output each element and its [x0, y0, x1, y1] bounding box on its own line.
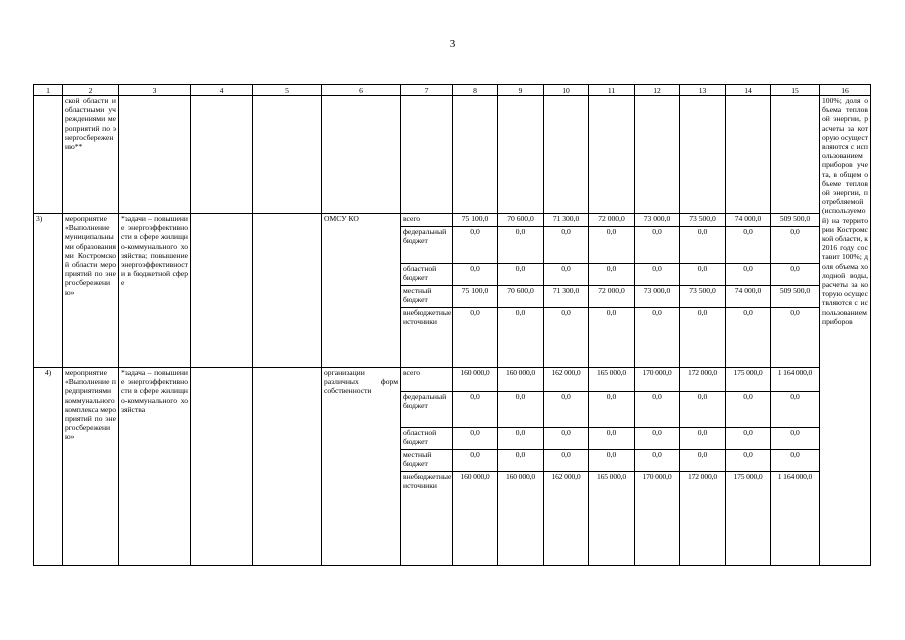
value-cell: 0,0: [680, 428, 726, 450]
value-cell: 0,0: [453, 308, 498, 368]
value-cell: 165 000,0: [589, 368, 635, 392]
column-number-row: [34, 85, 871, 96]
value-cell: 75 100,0: [453, 214, 498, 227]
measure-tasks: *задача – повышение энергоэффективности в сфере жилищно-коммунального хозяйства: [119, 368, 191, 566]
value-cell: 0,0: [498, 450, 544, 472]
funding-source: внебюджетные источники: [401, 472, 453, 566]
value-cell: 0,0: [498, 227, 544, 264]
value-cell: 0,0: [589, 264, 635, 286]
value-cell: 0,0: [589, 450, 635, 472]
col-header: 10: [544, 85, 589, 96]
value-cell: 0,0: [544, 392, 589, 428]
value-cell: 1 164 000,0: [771, 472, 820, 566]
value-cell: 0,0: [544, 428, 589, 450]
funding-source: федеральный бюджет: [401, 392, 453, 428]
value-cell: 0,0: [726, 264, 771, 286]
value-cell: 0,0: [726, 308, 771, 368]
value-cell: 73 000,0: [635, 286, 680, 308]
value-cell: 0,0: [635, 308, 680, 368]
measure-number: 4): [34, 368, 63, 566]
value-cell: 73 000,0: [635, 214, 680, 227]
value-cell: 0,0: [453, 227, 498, 264]
value-cell: 72 000,0: [589, 214, 635, 227]
table-row: [34, 96, 871, 214]
col-header: 7: [401, 85, 453, 96]
measure-tasks: *задачи – повышение энергоэффективности в сфере жилищно-коммунального хозяйства; повышение энергоэффективности в бюджетной сфере: [119, 214, 191, 368]
table-row: [34, 214, 871, 227]
col-header: 4: [191, 85, 253, 96]
table-row: [34, 368, 871, 392]
value-cell: 0,0: [635, 428, 680, 450]
value-cell: 0,0: [726, 227, 771, 264]
col-header: 9: [498, 85, 544, 96]
page-number: 3: [449, 38, 456, 50]
program-table: [33, 84, 871, 566]
value-cell: 0,0: [680, 308, 726, 368]
col-header: 11: [589, 85, 635, 96]
value-cell: 0,0: [635, 450, 680, 472]
value-cell: 0,0: [453, 264, 498, 286]
value-cell: 0,0: [635, 264, 680, 286]
value-cell: 0,0: [771, 392, 820, 428]
measure-name: мероприятие «Выполнение предприятиями коммунального комплекса мероприятий по энергосбережению»: [63, 368, 119, 566]
value-cell: 160 000,0: [498, 368, 544, 392]
value-cell: 0,0: [453, 392, 498, 428]
value-cell: 0,0: [771, 264, 820, 286]
value-cell: 172 000,0: [680, 472, 726, 566]
funding-source: областной бюджет: [401, 264, 453, 286]
value-cell: 0,0: [498, 308, 544, 368]
value-cell: 75 100,0: [453, 286, 498, 308]
col-header: 3: [119, 85, 191, 96]
col-header: 13: [680, 85, 726, 96]
value-cell: 0,0: [498, 428, 544, 450]
value-cell: 0,0: [635, 392, 680, 428]
value-cell: 0,0: [589, 392, 635, 428]
funding-source: федеральный бюджет: [401, 227, 453, 264]
value-cell: 0,0: [589, 428, 635, 450]
target-indicators: 100%; доля объема тепловой энергии, расчеты за которую осуществляются с использованием приборов учета, в общем объеме тепловой энергии, потребляемой (используемой) на территории Костромской области, к 2016 году составит 100%; доля объема холодной воды, расчеты за которую осуществляются с использованием приборов: [820, 96, 871, 566]
value-cell: 175 000,0: [726, 368, 771, 392]
value-cell: 70 600,0: [498, 214, 544, 227]
value-cell: 0,0: [635, 227, 680, 264]
measure-name: ской области и областными учреждениями мероприятий по энергосбережению**: [63, 96, 119, 214]
value-cell: 170 000,0: [635, 472, 680, 566]
value-cell: 160 000,0: [453, 472, 498, 566]
col-header: 6: [322, 85, 401, 96]
funding-source: местный бюджет: [401, 450, 453, 472]
value-cell: 0,0: [498, 392, 544, 428]
value-cell: 170 000,0: [635, 368, 680, 392]
value-cell: 0,0: [771, 308, 820, 368]
value-cell: 0,0: [726, 450, 771, 472]
value-cell: 0,0: [680, 392, 726, 428]
value-cell: 0,0: [771, 428, 820, 450]
value-cell: 0,0: [589, 308, 635, 368]
col-header: 5: [253, 85, 322, 96]
value-cell: 74 000,0: [726, 286, 771, 308]
value-cell: 0,0: [771, 450, 820, 472]
value-cell: 160 000,0: [498, 472, 544, 566]
value-cell: 73 500,0: [680, 214, 726, 227]
value-cell: 172 000,0: [680, 368, 726, 392]
value-cell: 72 000,0: [589, 286, 635, 308]
value-cell: 71 300,0: [544, 214, 589, 227]
value-cell: 74 000,0: [726, 214, 771, 227]
col-header: 15: [771, 85, 820, 96]
value-cell: 160 000,0: [453, 368, 498, 392]
col-header: 12: [635, 85, 680, 96]
value-cell: 70 600,0: [498, 286, 544, 308]
value-cell: 73 500,0: [680, 286, 726, 308]
col-header: 2: [63, 85, 119, 96]
funding-source: внебюджетные источники: [401, 308, 453, 368]
value-cell: 0,0: [726, 392, 771, 428]
value-cell: 0,0: [680, 264, 726, 286]
col-header: 8: [453, 85, 498, 96]
value-cell: 0,0: [771, 227, 820, 264]
value-cell: 0,0: [680, 450, 726, 472]
value-cell: 175 000,0: [726, 472, 771, 566]
value-cell: 165 000,0: [589, 472, 635, 566]
funding-source: местный бюджет: [401, 286, 453, 308]
funding-source: всего: [401, 214, 453, 227]
measure-number: 3): [34, 214, 63, 368]
value-cell: 0,0: [544, 227, 589, 264]
col-header: 1: [34, 85, 63, 96]
value-cell: 0,0: [544, 264, 589, 286]
value-cell: 71 300,0: [544, 286, 589, 308]
value-cell: 0,0: [453, 450, 498, 472]
value-cell: 0,0: [498, 264, 544, 286]
value-cell: 162 000,0: [544, 368, 589, 392]
executor: ОМСУ КО: [322, 214, 401, 368]
funding-source: областной бюджет: [401, 428, 453, 450]
value-cell: 0,0: [726, 428, 771, 450]
col-header: 14: [726, 85, 771, 96]
value-cell: 509 500,0: [771, 286, 820, 308]
executor: организации различных форм собственности: [322, 368, 401, 566]
col-header: 16: [820, 85, 871, 96]
value-cell: 0,0: [544, 308, 589, 368]
value-cell: 162 000,0: [544, 472, 589, 566]
value-cell: 0,0: [453, 428, 498, 450]
value-cell: 1 164 000,0: [771, 368, 820, 392]
value-cell: 0,0: [680, 227, 726, 264]
funding-source: всего: [401, 368, 453, 392]
value-cell: 0,0: [544, 450, 589, 472]
value-cell: 509 500,0: [771, 214, 820, 227]
measure-name: мероприятие «Выполнение муниципальными образованиями Костромской области мероприятий по энергосбережению»: [63, 214, 119, 368]
value-cell: 0,0: [589, 227, 635, 264]
